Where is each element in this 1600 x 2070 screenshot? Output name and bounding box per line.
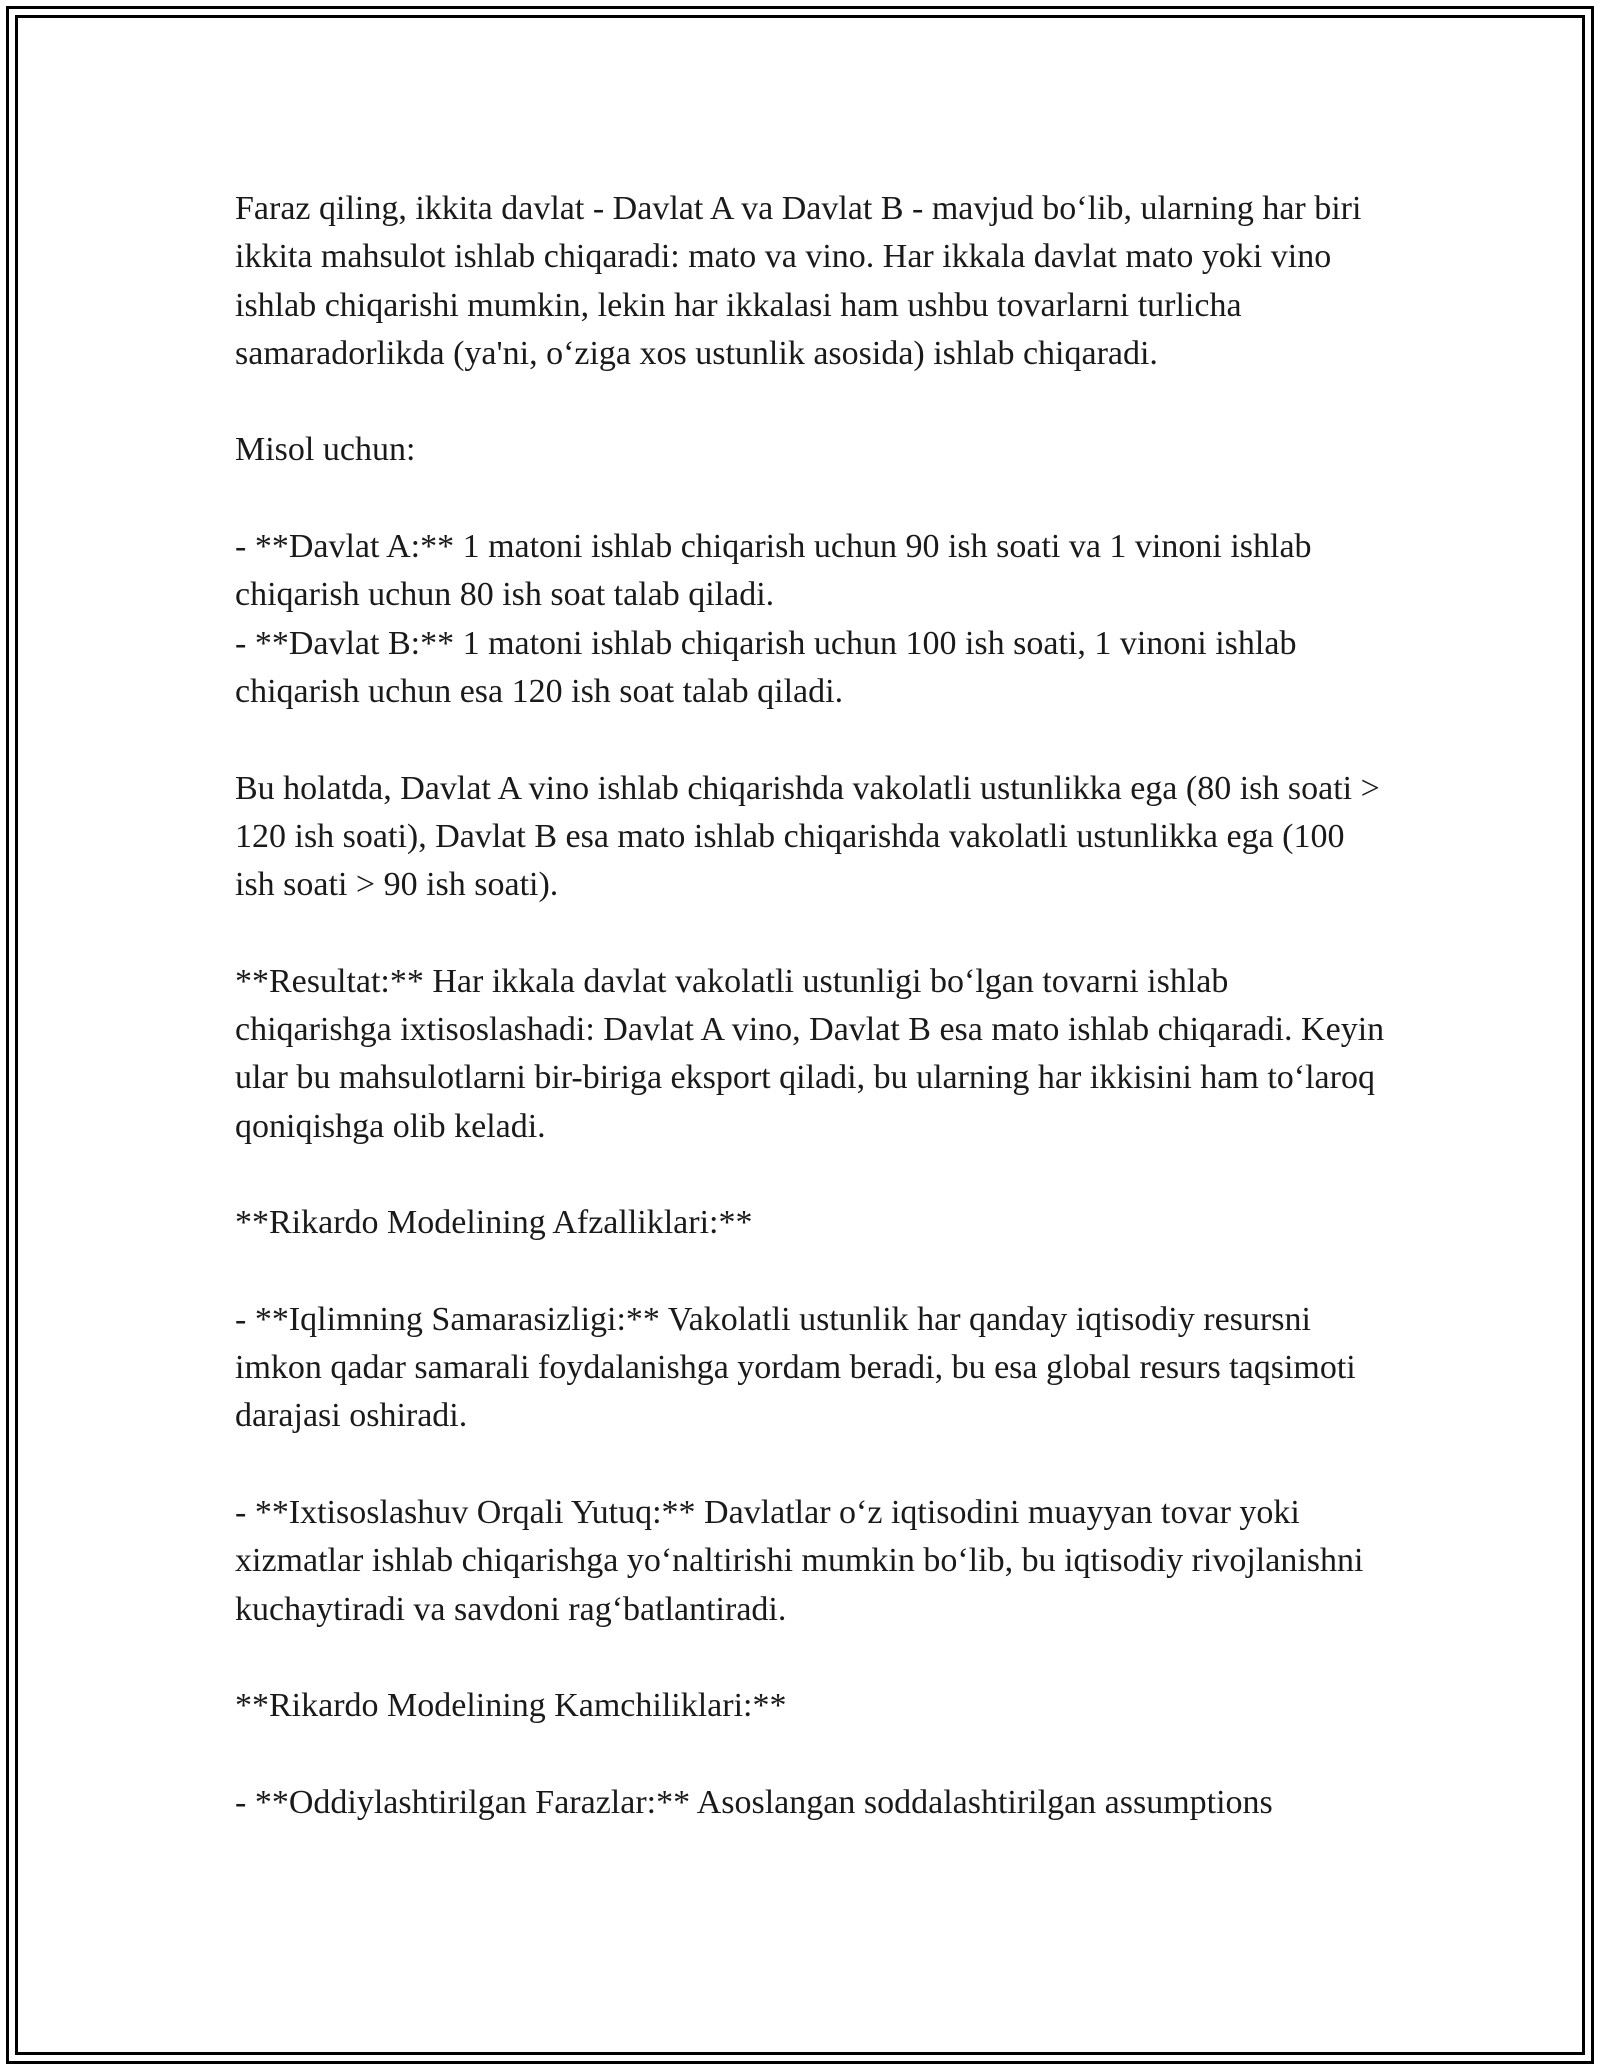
disadvantages-heading: **Rikardo Modelining Kamchiliklari:** (235, 1687, 787, 1725)
document-body (235, 185, 1385, 1827)
list-item-davlat-b: - **Davlat B:** 1 matoni ishlab chiqarish uchun 100 ish soati, 1 vinoni ishlab chiqarish uchun esa 120 ish soat talab qiladi. (235, 624, 1297, 710)
list-item-advantage-1: - **Iqlimning Samarasizligi:** Vakolatli ustunlik har qanday iqtisodiy resursni imkon qadar samarali foydalanishga yordam beradi, bu esa global resurs taqsimoti darajasi oshiradi. (235, 1300, 1356, 1435)
result-paragraph: **Resultat:** Har ikkala davlat vakolatli ustunligi bo‘lgan tovarni ishlab chiqarishga ixtisoslashadi: Davlat A vino, Davlat B esa mato ishlab chiqaradi. Keyin ular bu mahsulotlarni bir-biriga eksport qiladi, bu ularning har ikkisini ham to‘laroq qoniqishga olib keladi. (235, 962, 1385, 1145)
list-item-davlat-a: - **Davlat A:** 1 matoni ishlab chiqarish uchun 90 ish soati va 1 vinoni ishlab chiqarish uchun 80 ish soat talab qiladi. (235, 528, 1312, 614)
list-item-advantage-2: - **Ixtisoslashuv Orqali Yutuq:** Davlatlar o‘z iqtisodini muayyan tovar yoki xizmatlar ishlab chiqarishga yo‘naltirishi mumkin bo‘lib, bu iqtisodiy rivojlanishni kuchaytiradi va savdoni rag‘batlantiradi. (235, 1494, 1364, 1628)
advantages-heading: **Rikardo Modelining Afzalliklari:** (235, 1204, 753, 1242)
list-item-disadvantage-1: - **Oddiylashtirilgan Farazlar:** Asoslangan soddalashtirilgan assumptions (235, 1783, 1273, 1821)
comparison-paragraph: Bu holatda, Davlat A vino ishlab chiqarishda vakolatli ustunlikka ega (80 ish soati > 120 ish soati), Davlat B esa mato ishlab chiqarishda vakolatli ustunlikka ega (100 ish soati > 90 ish soati). (235, 769, 1380, 904)
example-heading: Misol uchun: (235, 431, 416, 469)
intro-paragraph: Faraz qiling, ikkita davlat - Davlat A va Davlat B - mavjud bo‘lib, ularning har biri ikkita mahsulot ishlab chiqaradi: mato va vino. Har ikkala davlat mato yoki vino ishlab chiqarishi mumkin, lekin har ikkalasi ham ushbu tovarlarni turlicha samaradorlikda (ya'ni, o‘ziga xos ustunlik asosida) ishlab chiqaradi. (235, 190, 1362, 372)
